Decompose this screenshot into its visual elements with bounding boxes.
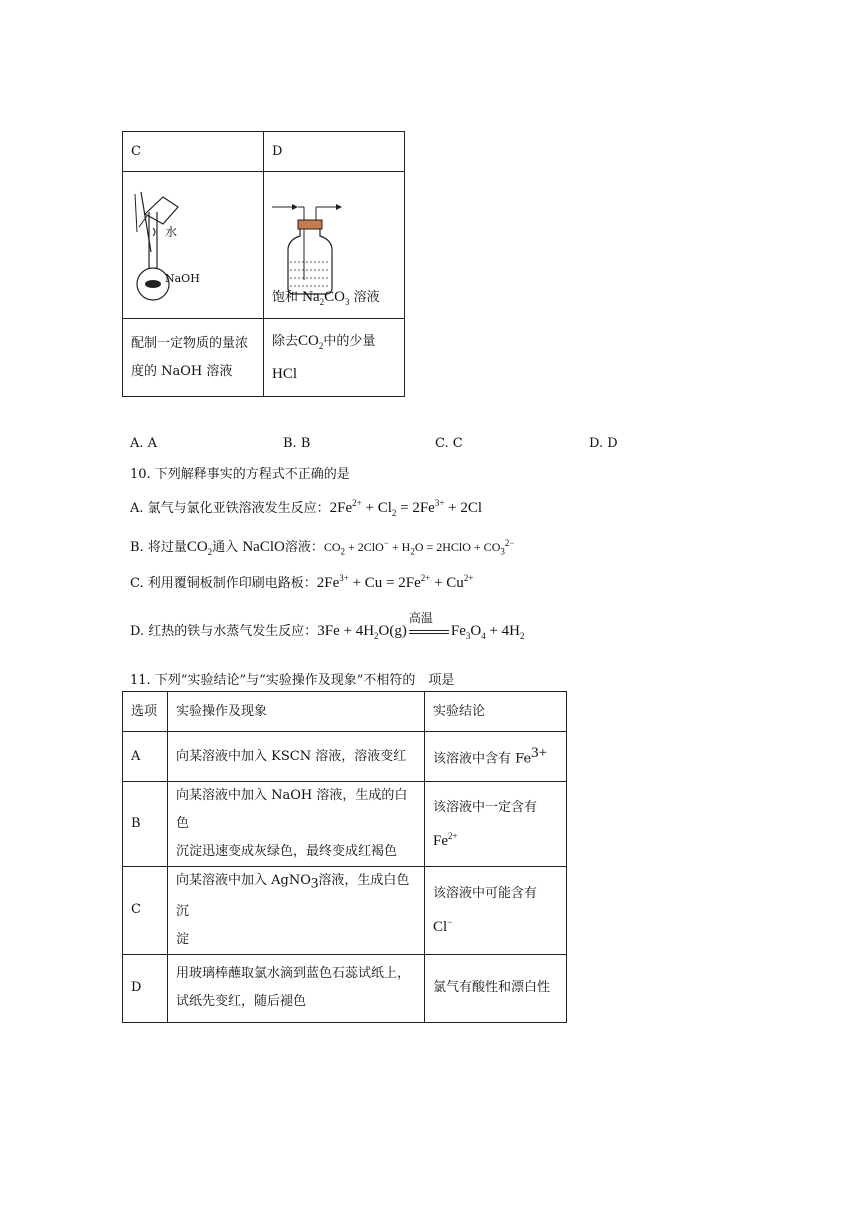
q9-figure-d <box>264 172 405 319</box>
table-row <box>123 867 567 955</box>
q11-row-c-option: C <box>123 867 168 955</box>
q9-header-d: D <box>264 132 405 172</box>
q10-option-c: C. 利用覆铜板制作印刷电路板：$2Fe^{3+} + Cu = 2Fe^{2+} + Cu^{2+}$ <box>130 573 474 591</box>
q10-option-b: B. 将过量$CO_2$通入 NaClO溶液：$CO_2 + 2ClO^- + H_2O$ = 2HClO + $CO_3^{2-}$ <box>130 538 515 557</box>
q11-header-conclusion: 实验结论 <box>425 692 567 732</box>
q10-title: 10. 下列解释事实的方程式不正确的是 <box>130 467 350 482</box>
q11-row-b-option: B <box>123 782 168 867</box>
q9-table <box>122 131 405 397</box>
q9-option-b: B. B <box>283 436 311 451</box>
label-naoh: NaOH <box>165 272 200 285</box>
q11-table <box>122 691 567 1023</box>
q11-row-a-conclusion: 该溶液中含有 $Fe^{3+}$ <box>425 732 567 782</box>
label-water: 水 <box>165 225 178 239</box>
q11-row-d-operation: 用玻璃棒蘸取氯水滴到蓝色石蕊试纸上， 试纸先变红，随后褪色 <box>168 954 425 1022</box>
q11-header-option: 选项 <box>123 692 168 732</box>
q11-row-c-conclusion: 该溶液中可能含有 Cl− <box>425 867 567 955</box>
q9-figure-c <box>123 172 264 319</box>
q9-option-c: C. C <box>435 436 463 451</box>
table-row <box>123 732 567 782</box>
volumetric-flask-diagram <box>123 172 263 318</box>
q9-header-c: C <box>123 132 264 172</box>
q11-row-b-operation: 向某溶液中加入 NaOH 溶液，生成的白色 沉淀迅速变成灰绿色，最终变成红褐色 <box>168 782 425 867</box>
q10-option-a: A. 氯气与氯化亚铁溶液发生反应：$2Fe^{2+} + Cl_2 = 2Fe^{3+} + 2Cl$ <box>130 498 483 518</box>
q9-option-d: D. D <box>589 436 618 451</box>
q11-row-b-conclusion: 该溶液中一定含有 $Fe^{2+}$ <box>425 782 567 867</box>
q11-row-a-operation: 向某溶液中加入 KSCN 溶液，溶液变红 <box>168 732 425 782</box>
q9-option-a: A. A <box>130 436 158 451</box>
q10-option-d: D. 红热的铁与水蒸气发生反应：$3Fe + 4H_2O(g)$ 高温 $Fe_3O_4 + 4H_2$ <box>130 611 525 641</box>
reaction-condition: 高温 <box>407 623 451 640</box>
q11-row-a-option: A <box>123 732 168 782</box>
label-saturated-na2co3: 饱和 $Na_2CO_3$ 溶液 <box>272 289 380 307</box>
q11-row-d-conclusion: 氯气有酸性和漂白性 <box>425 954 567 1022</box>
q11-row-d-option: D <box>123 954 168 1022</box>
q11-row-c-operation: 向某溶液中加入 AgNO$_3$溶液，生成白色沉 淀 <box>168 867 425 955</box>
q9-desc-c: 配制一定物质的量浓 度的 NaOH 溶液 <box>123 319 264 397</box>
table-row <box>123 954 567 1022</box>
q9-desc-d: 除去$CO_2$中的少量 HCl <box>264 319 405 397</box>
q11-title: 11. 下列“实验结论”与“实验操作及现象”不相符的 项是 <box>130 673 455 688</box>
q11-header-operation: 实验操作及现象 <box>168 692 425 732</box>
table-row <box>123 782 567 867</box>
